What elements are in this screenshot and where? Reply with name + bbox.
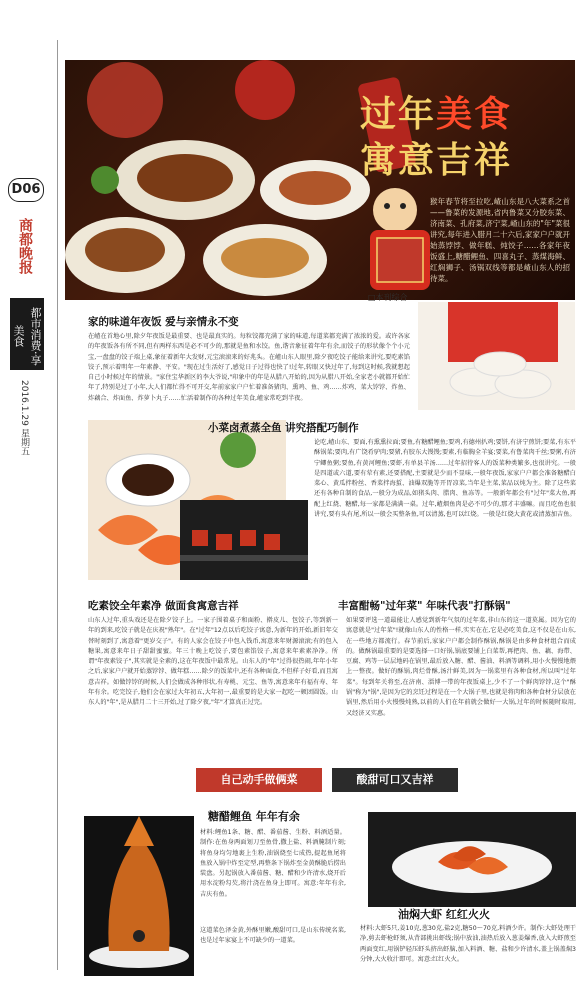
article2-headline: 小菜卤煮蒸全鱼 讲究搭配巧制作 [208, 422, 359, 434]
hero-title-line1: 过年美食 [360, 93, 513, 135]
issue-date: 2016.1.29 星期五 [19, 380, 29, 456]
newspaper-brand: 商都晚报 [17, 218, 33, 274]
article1-headline: 家的味道年夜饭 爱与亲情永不变 [88, 316, 239, 328]
sweet-sour-carp-photo [84, 816, 194, 976]
article4-body: 如果要评选一道最能让人感觉到新年气氛的过年菜,非山东的这一道莫属。因为它的寓意就是"过年菜"!就像山东人的性格一样,实实在在,它是必吃美食,这不仅是在山东,在一些地方都流行。春节前后,家家户户都会制作酥锅,酥锅是由多种食材组合而成的。做酥锅最重要的是要选择一口好锅,锅底要铺上白菜帮,再把肉、鱼、藕、海带、豆腐、鸡等一层层地码在锅里,最后放入糖、醋、酱油、料酒等调料,用小火慢慢地煨上一整夜。做好的酥锅,肉烂骨酥,汤汁鲜美,因为一锅菜里有各种食材,所以叫"过年菜"。每到年关将至,在济南、淄博一带的年夜饭桌上,少不了一个鲜肉饽饽,这个"酥锅"称为"锅",是因为它的烹饪过程是在一个大锅子里,也就是将肉和各种食材分层放在锅里,然后用小火慢慢炖熟,以前的人们在年前就会做好一大锅,过年的时候随时取用,又经济又实惠。 [346, 617, 576, 717]
appetizer-photo [180, 500, 308, 580]
dumplings-photo [418, 302, 575, 410]
sidebar-divider [57, 40, 58, 970]
article3-headline: 吃素饺全年素净 做面食寓意吉祥 [88, 600, 239, 612]
recipe1-body: 材料:鲤鱼1条、糖、醋、番茄酱、生粉、料酒适量。制作:在鱼身两面划刀至鱼骨,撒上盐、料酒腌制片刻;将鱼身均匀地裹上生粉,油锅烧至七成热,提起鱼尾将鱼放入锅中炸至定型,再整条下锅炸至金黄酥脆后捞出装盘。另起锅放入番茄酱、糖、醋和少许清水,烧开后用水淀粉勾芡,将汁浇在鱼身上即可。寓意:年年有余,吉庆有鱼。 [200, 829, 346, 898]
recipe2-body: 材料:大虾5只,姜10克,葱30克,盐2克,糖50～70克,料酒少许。制作:大虾处理干净,剪去虾枪虾须,从背部挑出虾线;锅中放油,油热后放入葱姜爆香,放入大虾煎至两面变红,用锅铲轻压虾头挤出虾脑,加入料酒、糖、盐和少许清水,盖上锅盖焖3分钟,大火收汁即可。寓意:红红火火。 [360, 925, 576, 963]
section-label: 都市消费·享美食 [10, 298, 44, 370]
diy-banner: 自己动手做俩菜 [196, 768, 322, 792]
page-number: D06 [8, 178, 44, 202]
recipe1-note: 这道菜色泽金黄,外酥里嫩,酸甜可口,是山东传统名菜,也是过年家宴上不可缺少的一道菜。 [200, 927, 346, 945]
photo-credit: □本刊综合 [368, 293, 408, 302]
braised-prawn-photo [368, 812, 576, 907]
article4-headline: 丰富酣畅"过年菜" 年味代表"打酥锅" [338, 600, 511, 612]
sweet-sour-banner: 酸甜可口又吉祥 [332, 768, 458, 792]
article1-body: 在嵖在首地心里,除夕年夜饭是最重要、也是最真实的。每粒饺都充满了家的味道,每道菜都充满了浓浓的爱。或许各家的年夜饭各有所不同,但有两样东西是必不可少的,那就是鱼和水饺。鱼,谐音象征着年年有余,而饺子的形状像个个小元宝,一盘盘的饺子端上桌,象征着新年大发财,元宝滚滚来的好兆头。在嵖山东人眼里,除夕夜吃饺子能给来讲究,要吃素馅饺子,预示着明年一年素静、平安。"现在过生活好了,感觉日子过得也快了!过年,转眼又快过年了,每到这时候,我就想起自己小时候过年的情景。"家住宝华新区的李大爷说,"印象中的年是从腊八开始的,因为从腊八开始,全家老小就都开始忙年了,特别是过了小年,大人们都忙得不可开交,年前家家户户忙着准备猪肉、熏鸡、鱼、鸡……炸鸡、菜大饽饽、炸鱼、炸藕合、炸面鱼、炸萝卜丸子……忙活着制作的各种过年美食,嵖家常吃到半夜。 [88, 333, 410, 402]
hero-intro-text: 猴年春节将至拉吃,嵖山东是八大菜系之首——鲁菜的发源地,省内鲁菜又分胶东菜、济南菜、孔府菜,济宁菜,嵖山东的"年"菜很讲究,每年进入腊月二十六后,家家户户就开始蒸饽饽、做年糕、炖饺子……各家年夜饭盛上,糖醋鲤鱼、四喜丸子、蒸煤海鲜、红焖狮子、汤锅双线等都是嵖山东人的招待菜。 [430, 197, 570, 283]
recipe1-title: 糖醋鲤鱼 年年有余 [208, 810, 300, 823]
article3-body: 山东人过年,重头戏还是在除夕饺子上。一家子围着桌子和面粉、擀皮儿、包饺子,等到新一年的到来,吃饺子就是在庆祝"熟年"。在"过年"12点以后吃饺子寓意,为新年的开始,新旧年交替时刻到了,寓意着"更岁交子"。有的人家会在饺子中包入钱币,寓意来年财源滚滚;有的包入糖果,寓意来年日子甜甜蜜蜜。年三十晚上吃饺子,要包素馅饺子,寓意来年素素净净。所谓"年夜素饺子",其实就是全素的,这在年夜饭中最常见。山东人的"年"过得很热闹,年年小年之后,家家户户就开始蒸饽饽、做年糕……除夕的饭菜中,还有各种面食,不但样子好看,而且寓意吉祥。如做饽饽的时候,人们会做成各种形状,有寿桃、元宝、鱼等,寓意来年有福有寿、年年有余。吃完饺子,他们会在家过大年初五,大年初一,最重要的是大家一起吃一顿团圆饭。山东人的"年",是从腊月二十三开始,过了除夕夜,"年"才算真正过完。 [88, 617, 338, 707]
article2-body: 论吃,嵖山东、要面,有熏熏拉面;要鱼,有糖醋鲤鱼;要鸡,有德州扒鸡;要饼,有济宁煎饼;要菜,有东平酥锅菜;要肉,有广饶肴驴肉;要猪,有胶东大馒馒;要素,有临胸全羊宴;要菜,有鲁菜肉千丝;要粥,有济宁鲫鱼粥;要鱼,有黄河鲤鱼;要虾,有单县羊汤……过年招待客人的饭菜种类繁多,也很讲究。一般是四道或六道,要有荤有素,还要搭配,主要就是少而不显味,一般年夜饭,家家户户都会准备糖醋白菜心、黄瓜拌粉丝、香菜拌海蜇、油爆双脆等开胃凉菜,当年是主菜,菜品以炖为主。除了这些菜还有各种自制的食品,一般分为成品,如猪头肉、腊肉、鱼冻等。一般新年都会有"过年"菜大鱼,再配上红烧、糖醋,每一家都是满满一桌。过年,嵖烟鱼肉是必不可少的,那才丰盛嘛。而且吃鱼也很讲究,要有头有尾,所以一般会买整条鱼,可以清蒸,也可以红烧。一般是红烧大黄花或清蒸加吉鱼。 [314, 439, 576, 519]
recipe2-title: 油焖大虾 红红火火 [398, 908, 490, 921]
hero-title-line2: 寓意吉祥 [360, 139, 513, 181]
